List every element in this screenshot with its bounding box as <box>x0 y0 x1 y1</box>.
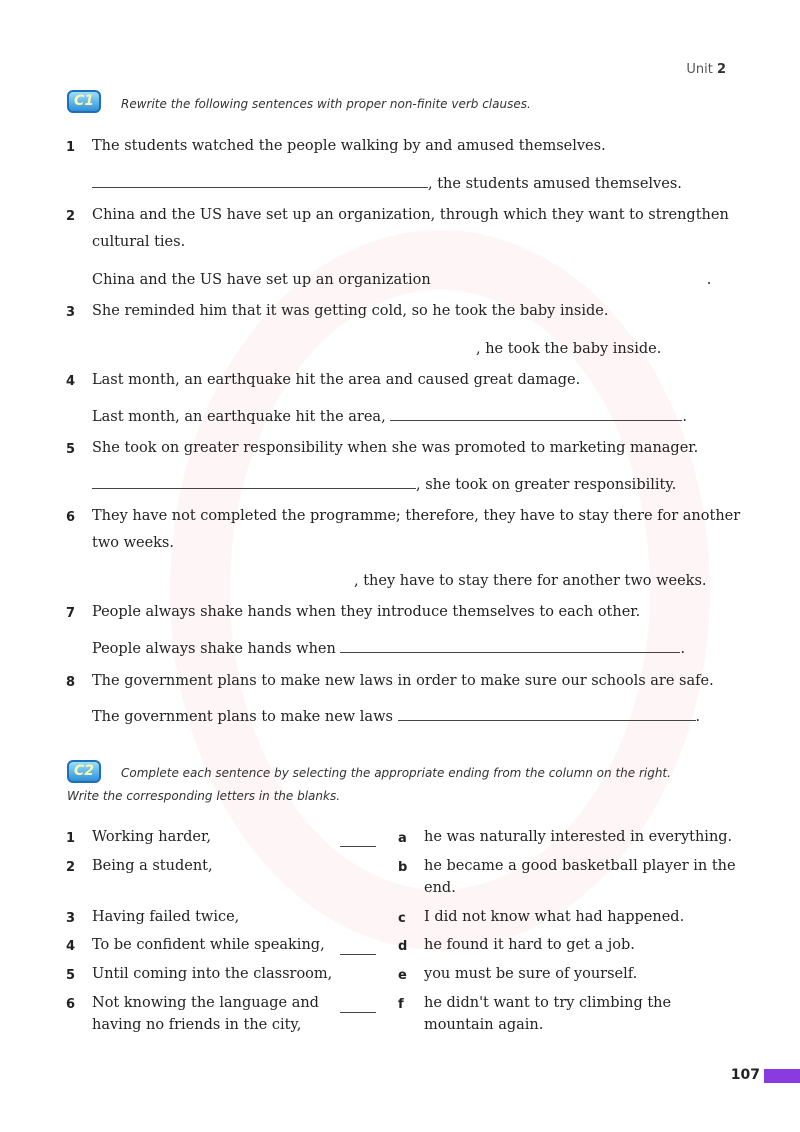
rewrite-suffix: , she took on greater responsibility. <box>416 477 677 493</box>
page-accent-bar <box>764 1069 800 1083</box>
item-number: 7 <box>66 606 76 621</box>
rewrite-end: . <box>682 409 687 425</box>
original-sentence-line2: two weeks. <box>92 535 174 551</box>
match-ending-letter: a <box>398 831 407 846</box>
match-item-text-line1: Not knowing the language and <box>92 995 319 1011</box>
rewrite-suffix: , he took the baby inside. <box>476 341 662 357</box>
item-number: 2 <box>66 209 76 224</box>
match-ending-text: he found it hard to get a job. <box>424 937 635 953</box>
match-item-number: 5 <box>66 968 76 983</box>
section-c1-instruction: Rewrite the following sentences with proper non-finite verb clauses. <box>121 97 531 111</box>
match-ending-letter: c <box>398 911 406 926</box>
original-sentence: She reminded him that it was getting cold, so he took the baby inside. <box>92 303 609 319</box>
original-sentence: Last month, an earthquake hit the area and caused great damage. <box>92 372 581 388</box>
answer-blank[interactable] <box>92 570 354 585</box>
match-ending-text: I did not know what had happened. <box>424 909 685 925</box>
item-number: 6 <box>66 510 76 525</box>
match-answer-blank[interactable] <box>340 982 376 984</box>
rewrite-line <box>92 173 682 192</box>
rewrite-prefix: China and the US have set up an organization <box>92 272 431 288</box>
match-ending-text-line2: end. <box>424 880 456 896</box>
match-answer-blank[interactable] <box>340 1011 376 1013</box>
unit-number: 2 <box>716 62 726 77</box>
match-answer-blank[interactable] <box>340 845 376 847</box>
original-sentence: People always shake hands when they introduce themselves to each other. <box>92 604 641 620</box>
item-number: 3 <box>66 305 76 320</box>
item-number: 4 <box>66 374 76 389</box>
original-sentence-line2: cultural ties. <box>92 234 186 250</box>
rewrite-line <box>92 638 685 657</box>
rewrite-prefix: Last month, an earthquake hit the area, <box>92 409 386 425</box>
rewrite-suffix: , the students amused themselves. <box>428 176 682 192</box>
match-item-text: Until coming into the classroom, <box>92 966 333 982</box>
match-item-text: To be confident while speaking, <box>92 937 325 953</box>
match-item-text: Working harder, <box>92 829 211 845</box>
rewrite-suffix: , they have to stay there for another two weeks. <box>354 573 707 589</box>
match-ending-letter: f <box>398 997 404 1012</box>
rewrite-line <box>92 570 707 589</box>
rewrite-prefix: People always shake hands when <box>92 641 336 657</box>
item-number: 1 <box>66 140 76 155</box>
original-sentence: She took on greater responsibility when she was promoted to marketing manager. <box>92 440 699 456</box>
section-c1-badge: C1 <box>67 90 101 113</box>
rewrite-prefix: The government plans to make new laws <box>92 709 393 725</box>
item-number: 5 <box>66 442 76 457</box>
rewrite-end: . <box>706 272 712 288</box>
answer-blank[interactable] <box>390 406 682 421</box>
item-number: 8 <box>66 675 76 690</box>
rewrite-end: . <box>680 641 686 657</box>
match-item-text: Having failed twice, <box>92 909 240 925</box>
match-answer-blank[interactable] <box>340 874 376 876</box>
match-item-number: 4 <box>66 939 76 954</box>
answer-blank[interactable] <box>398 706 696 721</box>
unit-label: Unit 2 <box>686 62 726 77</box>
original-sentence-line1: China and the US have set up an organization, through which they want to strengthen <box>92 207 729 223</box>
match-item-text: Being a student, <box>92 858 213 874</box>
section-c2-instruction-line1: Complete each sentence by selecting the appropriate ending from the column on the right. <box>121 766 671 780</box>
match-ending-text: he was naturally interested in everything. <box>424 829 733 845</box>
section-c2-instruction-line2: Write the corresponding letters in the blanks. <box>67 789 341 803</box>
match-ending-text-line2: mountain again. <box>424 1017 544 1033</box>
rewrite-line <box>92 706 700 725</box>
match-ending-text: you must be sure of yourself. <box>424 966 638 982</box>
original-sentence: The government plans to make new laws in order to make sure our schools are safe. <box>92 673 714 689</box>
rewrite-line <box>92 406 687 425</box>
match-item-number: 3 <box>66 911 76 926</box>
answer-blank[interactable] <box>92 173 428 188</box>
rewrite-end: . <box>695 709 701 725</box>
match-item-number: 6 <box>66 997 76 1012</box>
match-item-number: 2 <box>66 860 76 875</box>
match-ending-text-line1: he didn't want to try climbing the <box>424 995 672 1011</box>
original-sentence: The students watched the people walking by and amused themselves. <box>92 138 606 154</box>
match-ending-letter: d <box>398 939 408 954</box>
rewrite-line <box>92 338 661 357</box>
match-ending-text-line1: he became a good basketball player in the <box>424 858 736 874</box>
original-sentence-line1: They have not completed the programme; therefore, they have to stay there for another <box>92 508 741 524</box>
rewrite-line <box>92 474 676 493</box>
match-answer-blank[interactable] <box>340 953 376 955</box>
page-number: 107 <box>730 1067 760 1083</box>
match-item-text-line2: having no friends in the city, <box>92 1017 302 1033</box>
match-ending-letter: b <box>398 860 408 875</box>
match-answer-blank[interactable] <box>340 925 376 927</box>
match-ending-letter: e <box>398 968 407 983</box>
answer-blank[interactable] <box>92 474 416 489</box>
section-c2-badge: C2 <box>67 760 101 783</box>
answer-blank[interactable] <box>340 638 680 653</box>
rewrite-line <box>92 269 711 288</box>
answer-blank[interactable] <box>92 338 476 353</box>
answer-blank[interactable] <box>431 269 707 284</box>
match-item-number: 1 <box>66 831 76 846</box>
